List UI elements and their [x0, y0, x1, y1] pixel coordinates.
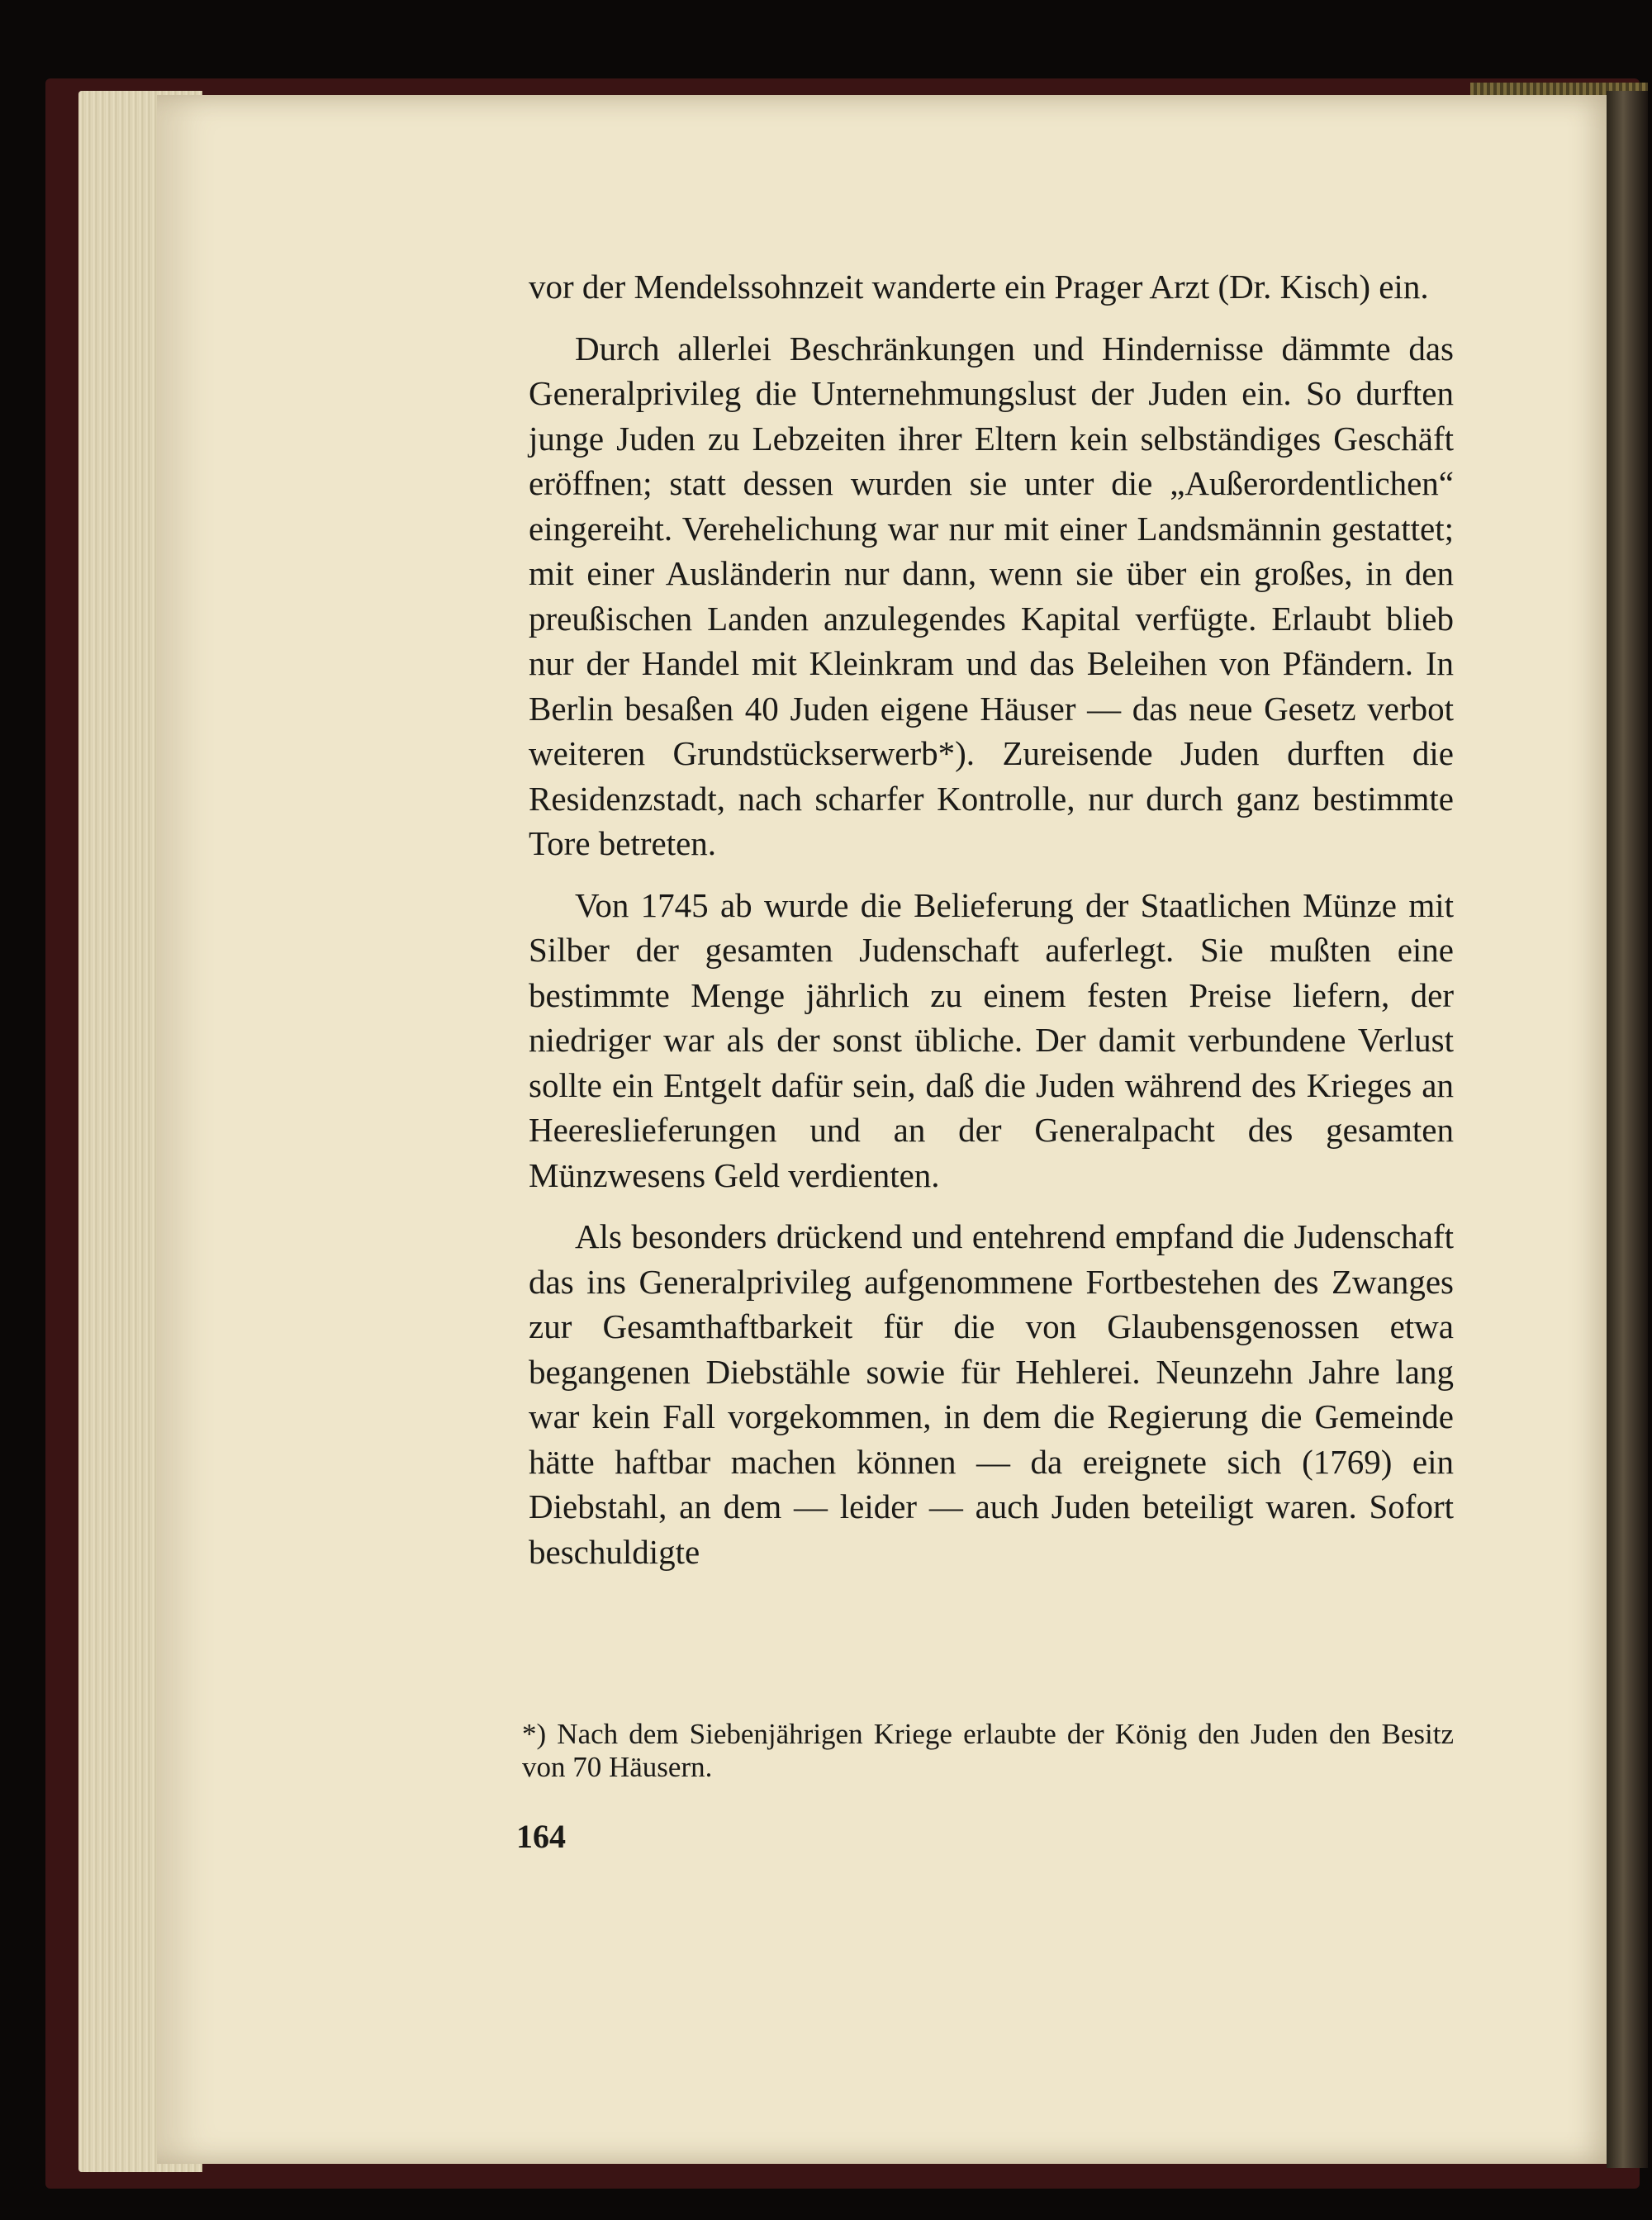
- paragraph-3: Von 1745 ab wurde die Belieferung der Staatlichen Münze mit Silber der gesamten Judenschaft auferlegt. Sie mußten eine bestimmte Menge jährlich zu einem festen Preise liefern, der niedriger war als der sonst übliche. Der damit verbundene Verlust sollte ein Entgelt dafür sein, daß die Juden während des Krieges an Heereslieferungen und an der Generalpacht des gesamten Münzwesens Geld verdienten.: [529, 885, 1454, 1194]
- paragraph-2: Durch allerlei Beschränkungen und Hindernisse dämmte das Generalprivileg die Unternehmungslust der Juden ein. So durften junge Juden zu Lebzeiten ihrer Eltern kein selbständiges Geschäft eröffnen; statt dessen wurden sie unter die „Außerordentlichen“ eingereiht. Verehelichung war nur mit einer Landsmännin gestattet; mit einer Ausländerin nur dann, wenn sie über ein großes, in den preußischen Landen anzulegendes Kapital verfügte. Erlaubt blieb nur der Handel mit Kleinkram und das Beleihen von Pfändern. In Berlin besaßen 40 Juden eigene Häuser — das neue Gesetz verbot weiteren Grundstückserwerb*). Zureisende Juden durften die Residenzstadt, nach scharfer Kontrolle, nur durch ganz bestimmte Tore betreten.: [529, 329, 1454, 862]
- paragraph-4: Als besonders drückend und entehrend empfand die Judenschaft das ins Generalprivileg aufgenommene Fortbestehen des Zwanges zur Gesamthaftbarkeit für die von Glaubensgenossen etwa begangenen Diebstähle sowie für Hehlerei. Neunzehn Jahre lang war kein Fall vorgekommen, in dem die Regierung die Gemeinde hätte haftbar machen können — da ereignete sich (1769) ein Diebstahl, an dem — leider — auch Juden beteiligt waren. Sofort beschuldigte: [529, 1217, 1454, 1571]
- paragraph-1: vor der Mendelssohnzeit wanderte ein Prager Arzt (Dr. Kisch) ein.: [529, 268, 1429, 306]
- page-number: 164: [516, 1818, 566, 1855]
- book-gutter: [1607, 91, 1648, 2168]
- footnote: *) Nach dem Siebenjährigen Kriege erlaubte der König den Juden den Besitz von 70 Häusern.: [522, 1718, 1454, 1783]
- body-text: [529, 264, 1454, 1574]
